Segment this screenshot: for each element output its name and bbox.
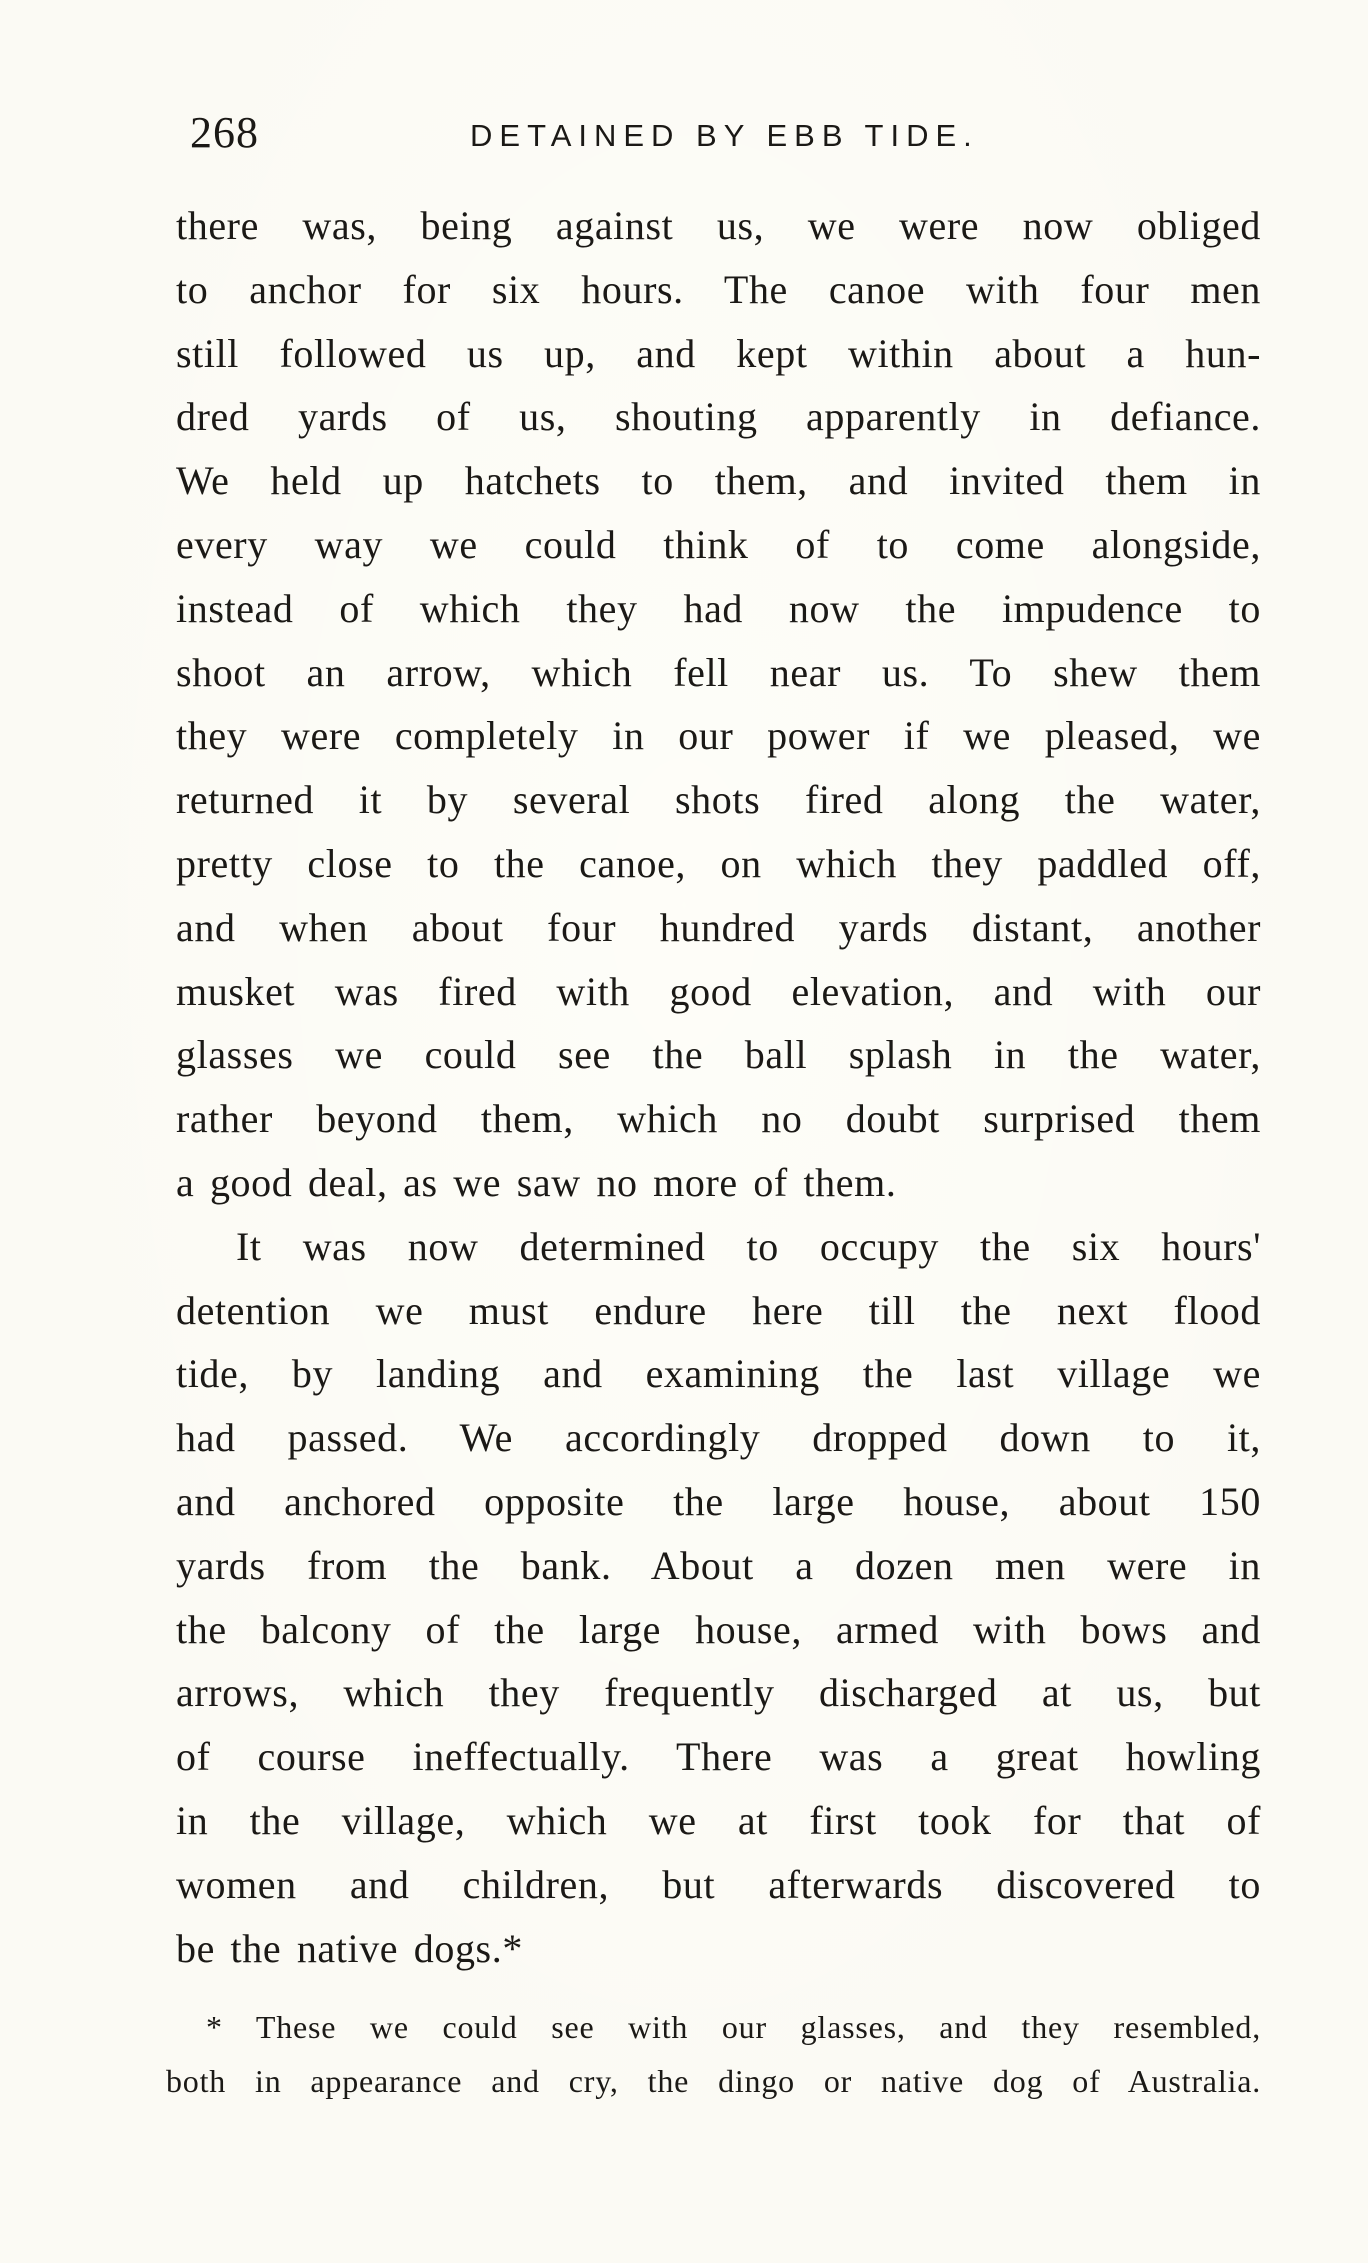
text-line: every way we could think of to come alongside, <box>176 521 1261 567</box>
text-line: the balcony of the large house, armed with bows and <box>176 1606 1261 1652</box>
text-line: dred yards of us, shouting apparently in defiance. <box>176 394 1261 440</box>
text-line: tide, by landing and examining the last village we <box>176 1351 1261 1397</box>
footnote-line: * These we could see with our glasses, and they resembled, <box>206 2009 1261 2045</box>
text-line: still followed us up, and kept within about a hun- <box>176 330 1261 376</box>
text-line: there was, being against us, we were now obliged <box>176 203 1261 248</box>
running-title: DETAINED BY EBB TIDE. <box>470 118 979 153</box>
text-line: of course ineffectually. There was a great howling <box>176 1734 1261 1780</box>
text-line: and when about four hundred yards distant, another <box>176 904 1261 950</box>
text-line: We held up hatchets to them, and invited them in <box>176 458 1261 504</box>
text-line: women and children, but afterwards discovered to <box>176 1861 1261 1907</box>
text-line: detention we must endure here till the next flood <box>176 1287 1261 1333</box>
footnote-line: both in appearance and cry, the dingo or native dog of Australia. <box>166 2063 1261 2099</box>
text-line: in the village, which we at first took for that of <box>176 1797 1261 1843</box>
text-line: musket was fired with good elevation, and with our <box>176 968 1261 1014</box>
text-line: instead of which they had now the impudence to <box>176 585 1261 631</box>
text-line: pretty close to the canoe, on which they paddled off, <box>176 840 1261 886</box>
paragraph-end-line: be the native dogs.* <box>176 1925 523 1971</box>
body-text <box>176 194 1261 1980</box>
text-line: glasses we could see the ball splash in the water, <box>176 1032 1261 1078</box>
text-line: they were completely in our power if we pleased, we <box>176 713 1261 759</box>
text-line: returned it by several shots fired along the water, <box>176 777 1261 823</box>
text-line: shoot an arrow, which fell near us. To shew them <box>176 649 1261 695</box>
text-line: had passed. We accordingly dropped down to it, <box>176 1415 1261 1461</box>
footnote <box>166 2000 1261 2108</box>
text-line: rather beyond them, which no doubt surprised them <box>176 1096 1261 1142</box>
running-head <box>0 108 1368 158</box>
paragraph-end-line: a good deal, as we saw no more of them. <box>176 1159 897 1205</box>
text-line: yards from the bank. About a dozen men were in <box>176 1542 1261 1588</box>
text-line: and anchored opposite the large house, about 150 <box>176 1478 1261 1524</box>
page-number: 268 <box>190 108 259 157</box>
paragraph-start-line: It was now determined to occupy the six hours' <box>236 1223 1261 1269</box>
text-line: arrows, which they frequently discharged at us, but <box>176 1670 1261 1716</box>
text-line: to anchor for six hours. The canoe with four men <box>176 266 1261 312</box>
